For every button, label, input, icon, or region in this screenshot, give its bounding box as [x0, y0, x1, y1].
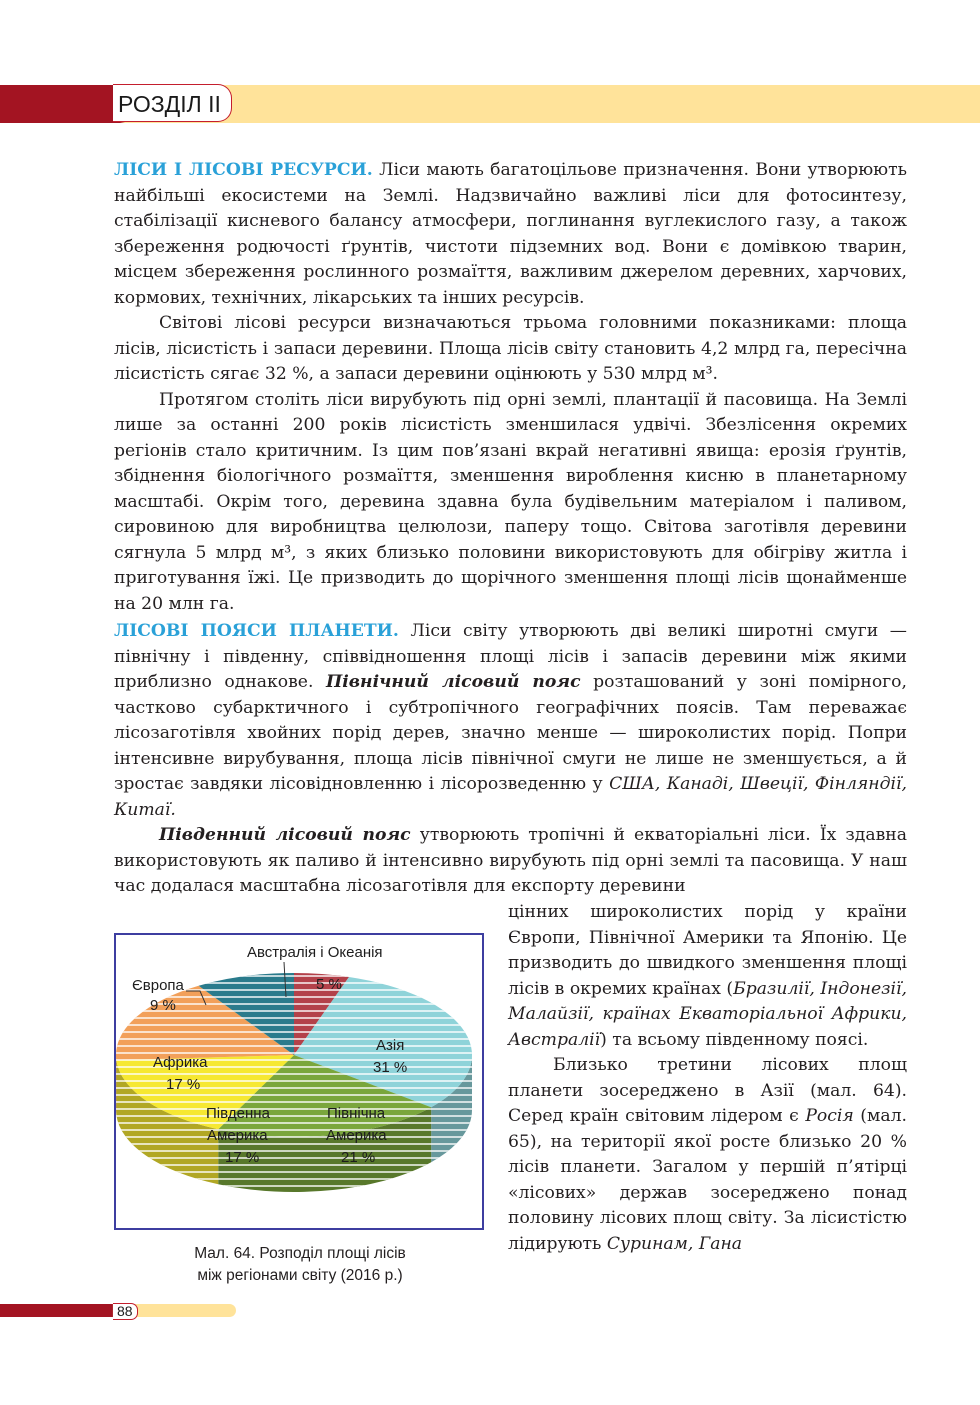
paragraph-text: (мал. 65), на території якої росте близько 20 % лісів планети. Загалом у першій п’ятірці «лісових» держав зосереджено понад половину лісових площ світу. За лісистістю лідирують: [508, 1106, 907, 1254]
paragraph-deforestation: Протягом століть ліси вирубують під орні землі, плантації й пасовища. На Землі лише за останні 200 років лісистість зменшилася удвічі. Збезлісення окремих регіонів стало критичним. Із цим пов’язані вкрай негативні явища: ерозія ґрунтів, збіднення біологічного розмаїття, зменшення вироблення кисню в планетарному масштабі. Окрім того, деревина здавна була будівельним матеріалом і паливом, сировиною для виробництва целюлози, паперу тощо. Світова заготівля деревини сягнула 5 млрд м³, з яких близько половини використовують для обігріву житла і приготування їжі. Це призводить до щорічного зменшення площі лісів щонайменше на 20 млн га.: [114, 389, 907, 614]
label-sa-name-1: Південна: [206, 1105, 270, 1122]
paragraph-asia: [508, 1053, 907, 1257]
label-sa-value: 17 %: [225, 1149, 260, 1166]
label-na-name-2: Америка: [326, 1127, 387, 1144]
figure-caption: [114, 1243, 486, 1287]
paragraph-belts: [114, 619, 907, 823]
label-africa-value: 17 %: [166, 1076, 201, 1093]
label-na-value: 21 %: [341, 1149, 376, 1166]
paragraph-south-belt-cont: [508, 900, 907, 1053]
main-text: [114, 158, 907, 900]
country-name: Росія: [805, 1106, 854, 1126]
paragraph-text: Ліси світу утворюють дві великі широтні смуги — північну і південну, співвідношення площі лісів і запасів деревини між якими приблизно однакове.: [114, 621, 907, 692]
section-label: РОЗДІЛ II: [113, 84, 232, 122]
paragraph-text: ) та всьому південному поясі.: [600, 1029, 869, 1050]
pie-chart-frame: [114, 933, 484, 1230]
paragraph-text: цінних широколистих порід у країни Європи, Північної Америки та Японію. Це призводить до швидкого зменшення площі лісів в окремих країнах (: [508, 902, 907, 999]
label-africa-name: Африка: [153, 1054, 208, 1071]
paragraph-text: Близько третини лісових площ планети зосереджено в Азії (мал. 64). Серед країн світовим лідером є: [508, 1055, 907, 1126]
label-na-name-1: Північна: [327, 1105, 386, 1122]
side-text: [508, 900, 907, 1257]
heading-forests: ЛІСИ І ЛІСОВІ РЕСУРСИ.: [114, 160, 373, 180]
label-sa-name-2: Америка: [207, 1127, 268, 1144]
label-oceania-name: Австралія і Океанія: [247, 944, 383, 961]
caption-line-2: між регіонами світу (2016 р.): [197, 1267, 403, 1284]
pie-chart: [116, 935, 482, 1228]
heading-belts: ЛІСОВІ ПОЯСИ ПЛАНЕТИ.: [114, 621, 399, 641]
label-asia-value: 31 %: [373, 1059, 408, 1076]
term-south-belt: Південний лісовий пояс: [159, 825, 411, 845]
country-list: США, Канаді, Швеції, Фінляндії, Китаї.: [114, 774, 907, 820]
page-number: 88: [113, 1303, 138, 1320]
paragraph-text: розташований у зоні помірного, частково субарктичного і субтропічного географічних поясів. Там переважає лісозаготівля хвойних порід дерев, значно менше — широколистих порід. Попри інтенсивне вирубування, площа лісів північної смуги не лише не зменшується, а й зростає завдяки лісовідновленню і лісорозведенню у: [114, 672, 907, 794]
paragraph-forests: [114, 158, 907, 311]
paragraph-south-belt: [114, 823, 907, 900]
paragraph-text: Ліси мають багатоцільове призначення. Вони утворюють найбільші екосистеми на Землі. Надзвичайно важливі ліси для фотосинтезу, стабілізації кисневого балансу атмосфери, поглинання вуглекислого газу, а також збереження родючості ґрунтів, чистоти підземних вод. Вони є домівкою тварин, місцем збереження рослинного розмаїття, важливим джерелом деревних, харчових, кормових, технічних, лікарських та інших ресурсів.: [114, 160, 907, 308]
label-europe-value: 9 %: [150, 997, 176, 1014]
country-list: Бразилії, Індонезії, Малайзії, країнах Екваторіальної Африки, Австралії: [508, 978, 907, 1050]
label-oceania-value: 5 %: [316, 976, 342, 993]
label-europe-name: Європа: [132, 977, 184, 994]
label-asia-name: Азія: [376, 1037, 405, 1054]
caption-line-1: Мал. 64. Розподіл площі лісів: [194, 1245, 406, 1262]
paragraph-text: утворюють тропічні й екваторіальні ліси. Їх здавна використовують як паливо й інтенсивно вирубують під орні землі та пасовища. У наш час додалася масштабна лісозаготівля для експорту деревини: [114, 825, 907, 896]
country-list: Суринам, Гана: [606, 1233, 743, 1254]
term-north-belt: Північний лісовий пояс: [326, 672, 581, 692]
paragraph-resources: Світові лісові ресурси визначаються трьома головними показниками: площа лісів, лісистість і запаси деревини. Площа лісів світу становить 4,2 млрд га, пересічна лісистість сягає 32 %, а запаси деревини оцінюють у 530 млрд м³.: [114, 313, 907, 384]
